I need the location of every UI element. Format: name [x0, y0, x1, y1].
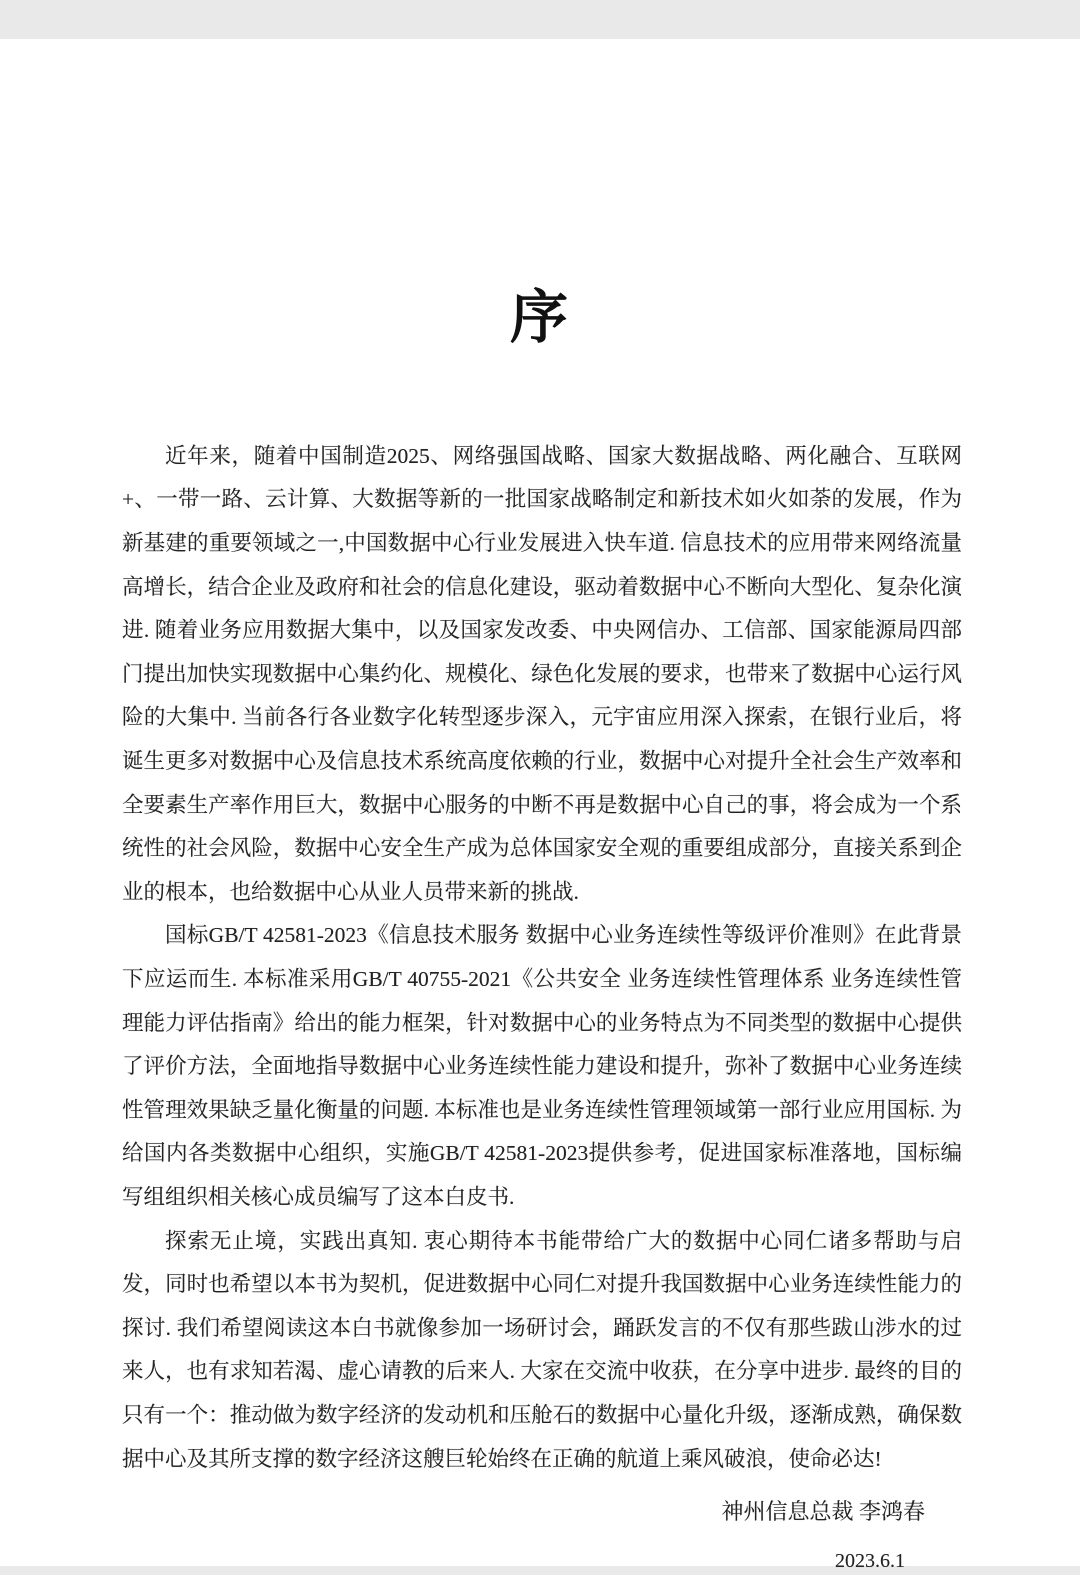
signature: 神州信息总裁 李鸿春	[721, 1499, 925, 1525]
signature-block	[0, 1497, 1080, 1575]
preface-paragraph-3: 探索无止境，实践出真知. 衷心期待本书能带给广大的数据中心同仁诸多帮助与启发，同时也希望以本书为契机，促进数据中心同仁对提升我国数据中心业务连续性能力的探讨. 我们希望阅读这本白书就像参加一场研讨会，踊跃发言的不仅有那些跋山涉水的过来人，也有求知若渴、虚心请教的后来人. 大家在交流中收获，在分享中进步. 最终的目的只有一个：推动做为数字经济的发动机和压舱石的数据中心量化升级，逐渐成熟，确保数据中心及其所支撑的数字经济这艘巨轮始终在正确的航道上乘风破浪，使命必达!	[122, 1228, 962, 1471]
preface-paragraph-2: 国标GB/T 42581-2023《信息技术服务 数据中心业务连续性等级评价准则》在此背景下应运而生. 本标准采用GB/T 40755-2021《公共安全 业务连续性管理体系 业务连续性管理能力评估指南》给出的能力框架，针对数据中心的业务特点为不同类型的数据中心提供了评价方法，全面地指导数据中心业务连续性能力建设和提升，弥补了数据中心业务连续性管理效果缺乏量化衡量的问题. 本标准也是业务连续性管理领域第一部行业应用国标. 为给国内各类数据中心组织，实施GB/T 42581-2023提供参考，促进国家标准落地，国标编写组组织相关核心成员编写了这本白皮书.	[122, 923, 962, 1209]
document-page	[0, 39, 1080, 1573]
preface-paragraph-1: 近年来，随着中国制造2025、网络强国战略、国家大数据战略、两化融合、互联网+、一带一路、云计算、大数据等新的一批国家战略制定和新技术如火如荼的发展，作为新基建的重要领域之一,中国数据中心行业发展进入快车道. 信息技术的应用带来网络流量高增长，结合企业及政府和社会的信息化建设，驱动着数据中心不断向大型化、复杂化演进. 随着业务应用数据大集中，以及国家发改委、中央网信办、工信部、国家能源局四部门提出加快实现数据中心集约化、规模化、绿色化发展的要求，也带来了数据中心运行风险的大集中. 当前各行各业数字化转型逐步深入，元宇宙应用深入探索，在银行业后，将诞生更多对数据中心及信息技术系统高度依赖的行业，数据中心对提升全社会生产效率和全要素生产率作用巨大，数据中心服务的中断不再是数据中心自己的事，将会成为一个系统性的社会风险，数据中心安全生产成为总体国家安全观的重要组成部分，直接关系到企业的根本，也给数据中心从业人员带来新的挑战.	[122, 443, 962, 904]
page-title: 序	[509, 284, 570, 350]
preface-body	[122, 435, 962, 1481]
signature-date: 2023.6.1	[835, 1550, 905, 1573]
